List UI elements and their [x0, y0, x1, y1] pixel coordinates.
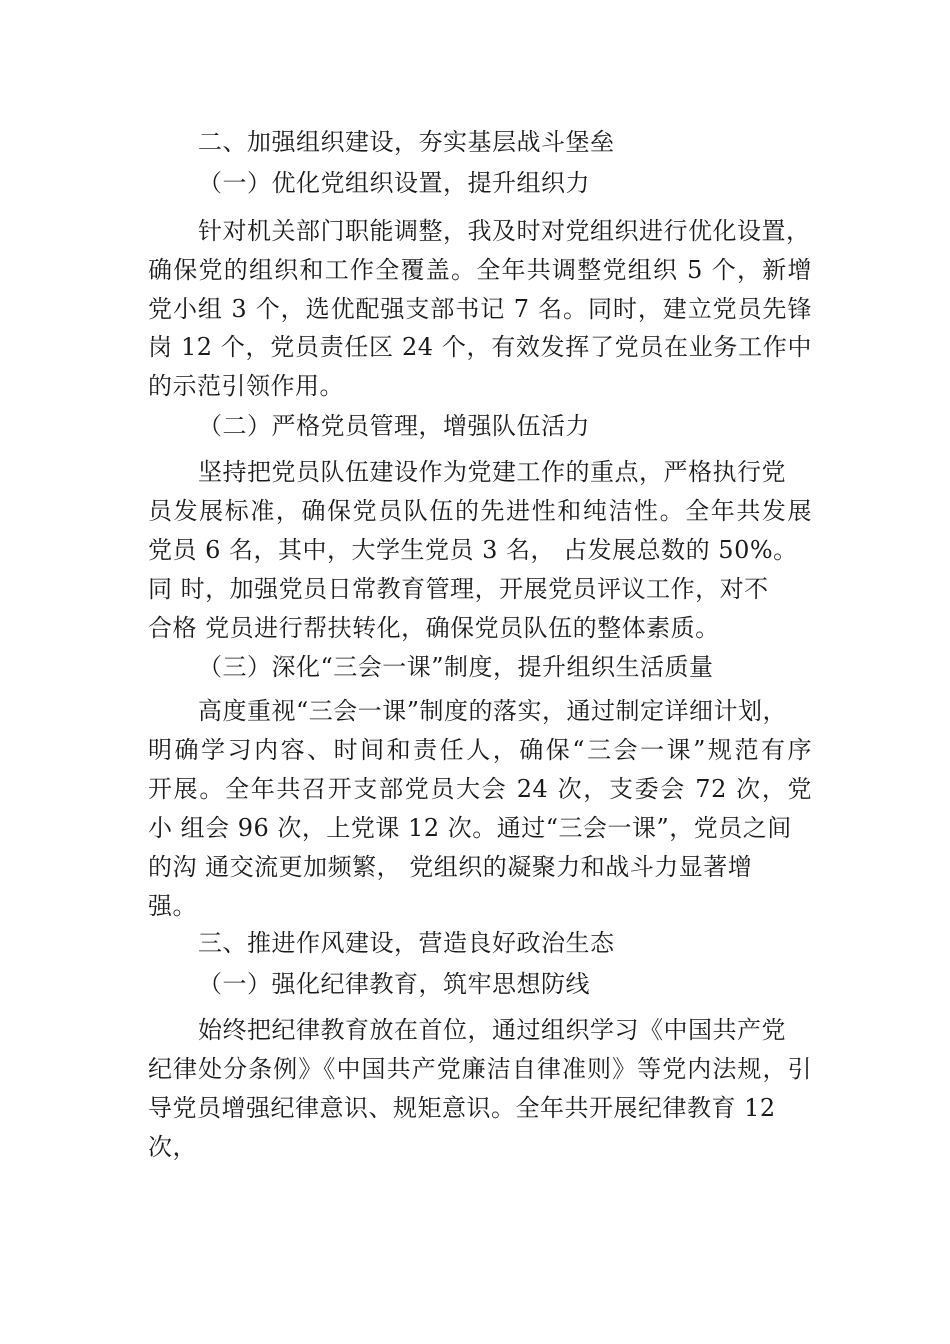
- paragraph-line: 小 组会 96 次，上党课 12 次。通过“三会一课”，党员之间: [148, 814, 792, 842]
- paragraph-line: 纪律处分条例》《中国共产党廉洁自律准则》等党内法规，引: [148, 1055, 812, 1083]
- paragraph-line: 针对机关部门职能调整，我及时对党组织进行优化设置，: [198, 217, 811, 245]
- paragraph-line: 的沟 通交流更加频繁， 党组织的凝聚力和战斗力显著增: [148, 853, 753, 881]
- section-heading-2: 二、加强组织建设，夯实基层战斗堡垒: [198, 128, 615, 156]
- paragraph-line: 党员 6 名，其中，大学生党员 3 名， 占发展总数的 50%。: [148, 536, 798, 564]
- paragraph-line: 确保党的组织和工作全覆盖。全年共调整党组织 5 个，新增: [148, 256, 812, 284]
- paragraph-line: 坚持把党员队伍建设作为党建工作的重点，严格执行党: [198, 458, 786, 486]
- paragraph-line: 开展。全年共召开支部党员大会 24 次，支委会 72 次，党: [148, 775, 812, 803]
- subsection-heading-2-2: （二）严格党员管理，增强队伍活力: [198, 412, 590, 440]
- paragraph-line: 合格 党员进行帮扶转化，确保党员队伍的整体素质。: [148, 614, 720, 642]
- subsection-heading-3-1: （一）强化纪律教育，筑牢思想防线: [198, 970, 590, 998]
- subsection-heading-2-1: （一）优化党组织设置，提升组织力: [198, 169, 590, 197]
- subsection-heading-2-3: （三）深化“三会一课”制度，提升组织生活质量: [198, 653, 714, 681]
- paragraph-line: 同 时，加强党员日常教育管理，开展党员评议工作，对不: [148, 575, 769, 603]
- paragraph-line: 明确学习内容、时间和责任人，确保“三会一课”规范有序: [148, 736, 812, 764]
- paragraph-line: 的示范引领作用。: [148, 372, 344, 400]
- paragraph-line: 党小组 3 个，选优配强支部书记 7 名。同时，建立党员先锋: [148, 295, 812, 323]
- paragraph-line: 员发展标准，确保党员队伍的先进性和纯洁性。全年共发展: [148, 497, 812, 525]
- paragraph-line: 始终把纪律教育放在首位，通过组织学习《中国共产党: [198, 1016, 786, 1044]
- paragraph-line: 岗 12 个，党员责任区 24 个，有效发挥了党员在业务工作中: [148, 333, 812, 361]
- paragraph-line: 导党员增强纪律意识、规矩意识。全年共开展纪律教育 12: [148, 1094, 776, 1122]
- paragraph-line: 次，: [148, 1133, 197, 1161]
- paragraph-line: 强。: [148, 892, 197, 920]
- section-heading-3: 三、推进作风建设，营造良好政治生态: [198, 929, 615, 957]
- paragraph-line: 高度重视“三会一课”制度的落实，通过制定详细计划，: [198, 697, 788, 725]
